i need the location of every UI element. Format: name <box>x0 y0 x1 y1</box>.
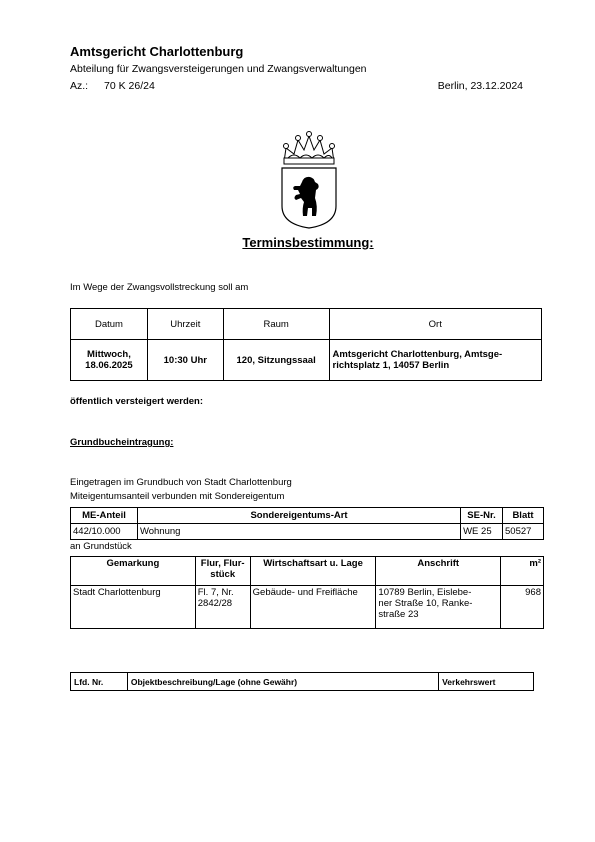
appointment-place-line: Amtsgericht Charlottenburg, Amtsge- <box>332 349 503 360</box>
column-header-parcel <box>195 557 250 586</box>
appointment-date-value: 18.06.2025 <box>85 360 133 371</box>
column-header-number: Lfd. Nr. <box>71 673 128 691</box>
appointment-room: 120, Sitzungssaal <box>223 340 329 381</box>
object-table <box>70 672 534 691</box>
column-header-time: Uhrzeit <box>147 309 223 340</box>
appointment-place <box>329 340 541 381</box>
berlin-bear-coat-of-arms-icon <box>274 128 344 230</box>
place-date: Berlin, 23.12.2024 <box>437 80 523 92</box>
parcel-line: 2842/28 <box>197 598 233 609</box>
column-header-address: Anschrift <box>376 557 501 586</box>
parcel-value <box>195 586 250 629</box>
plot-label: an Grundstück <box>70 541 132 552</box>
appointment-place-line: richtsplatz 1, 14057 Berlin <box>332 360 450 371</box>
ownership-type: Wohnung <box>137 524 460 540</box>
address-line: ner Straße 10, Ranke- <box>378 598 473 609</box>
appointment-table <box>70 308 542 381</box>
column-header-parcel-line: Flur, Flur- <box>200 558 245 569</box>
district-value: Stadt Charlottenburg <box>71 586 196 629</box>
column-header-parcel-line: stück <box>210 569 236 580</box>
column-header-place: Ort <box>329 309 541 340</box>
co-ownership-note: Miteigentumsanteil verbunden mit Sondereigentum <box>70 491 285 502</box>
appointment-date <box>71 340 148 381</box>
column-header-sheet: Blatt <box>503 508 544 524</box>
land-register-entry: Eingetragen im Grundbuch von Stadt Charlottenburg <box>70 477 292 488</box>
court-name: Amtsgericht Charlottenburg <box>70 44 244 59</box>
department-name: Abteilung für Zwangsversteigerungen und Zwangsverwaltungen <box>70 63 367 75</box>
column-header-usage: Wirtschaftsart u. Lage <box>250 557 376 586</box>
column-header-unit-no: SE-Nr. <box>461 508 503 524</box>
plot-table <box>70 556 544 629</box>
column-header-area: m² <box>501 557 544 586</box>
area-value: 968 <box>501 586 544 629</box>
intro-text: Im Wege der Zwangsvollstreckung soll am <box>70 282 249 293</box>
land-register-heading: Grundbucheintragung: <box>70 437 174 448</box>
file-number-label: Az.: <box>70 80 89 92</box>
address-value <box>376 586 501 629</box>
table-row <box>71 673 534 691</box>
column-header-type: Sondereigentums-Art <box>137 508 460 524</box>
auction-statement: öffentlich versteigert werden: <box>70 396 204 407</box>
share-value: 442/10.000 <box>71 524 138 540</box>
co-ownership-table <box>70 507 544 540</box>
column-header-description: Objektbeschreibung/Lage (ohne Gewähr) <box>127 673 438 691</box>
column-header-share: ME-Anteil <box>71 508 138 524</box>
table-row <box>71 586 544 629</box>
document-title: Terminsbestimmung: <box>242 235 374 250</box>
appointment-weekday: Mittwoch, <box>87 349 131 360</box>
appointment-time: 10:30 Uhr <box>147 340 223 381</box>
file-number: 70 K 26/24 <box>104 80 155 92</box>
parcel-line: Fl. 7, Nr. <box>197 587 234 598</box>
column-header-district: Gemarkung <box>71 557 196 586</box>
usage-value: Gebäude- und Freifläche <box>250 586 376 629</box>
table-row <box>71 340 542 381</box>
address-line: straße 23 <box>378 609 419 620</box>
table-row <box>71 557 544 586</box>
table-row <box>71 309 542 340</box>
address-line: 10789 Berlin, Eislebe- <box>378 587 472 598</box>
column-header-room: Raum <box>223 309 329 340</box>
unit-number: WE 25 <box>461 524 503 540</box>
table-row <box>71 524 544 540</box>
column-header-market-value: Verkehrswert <box>439 673 534 691</box>
column-header-date: Datum <box>71 309 148 340</box>
table-row <box>71 508 544 524</box>
sheet-number: 50527 <box>503 524 544 540</box>
